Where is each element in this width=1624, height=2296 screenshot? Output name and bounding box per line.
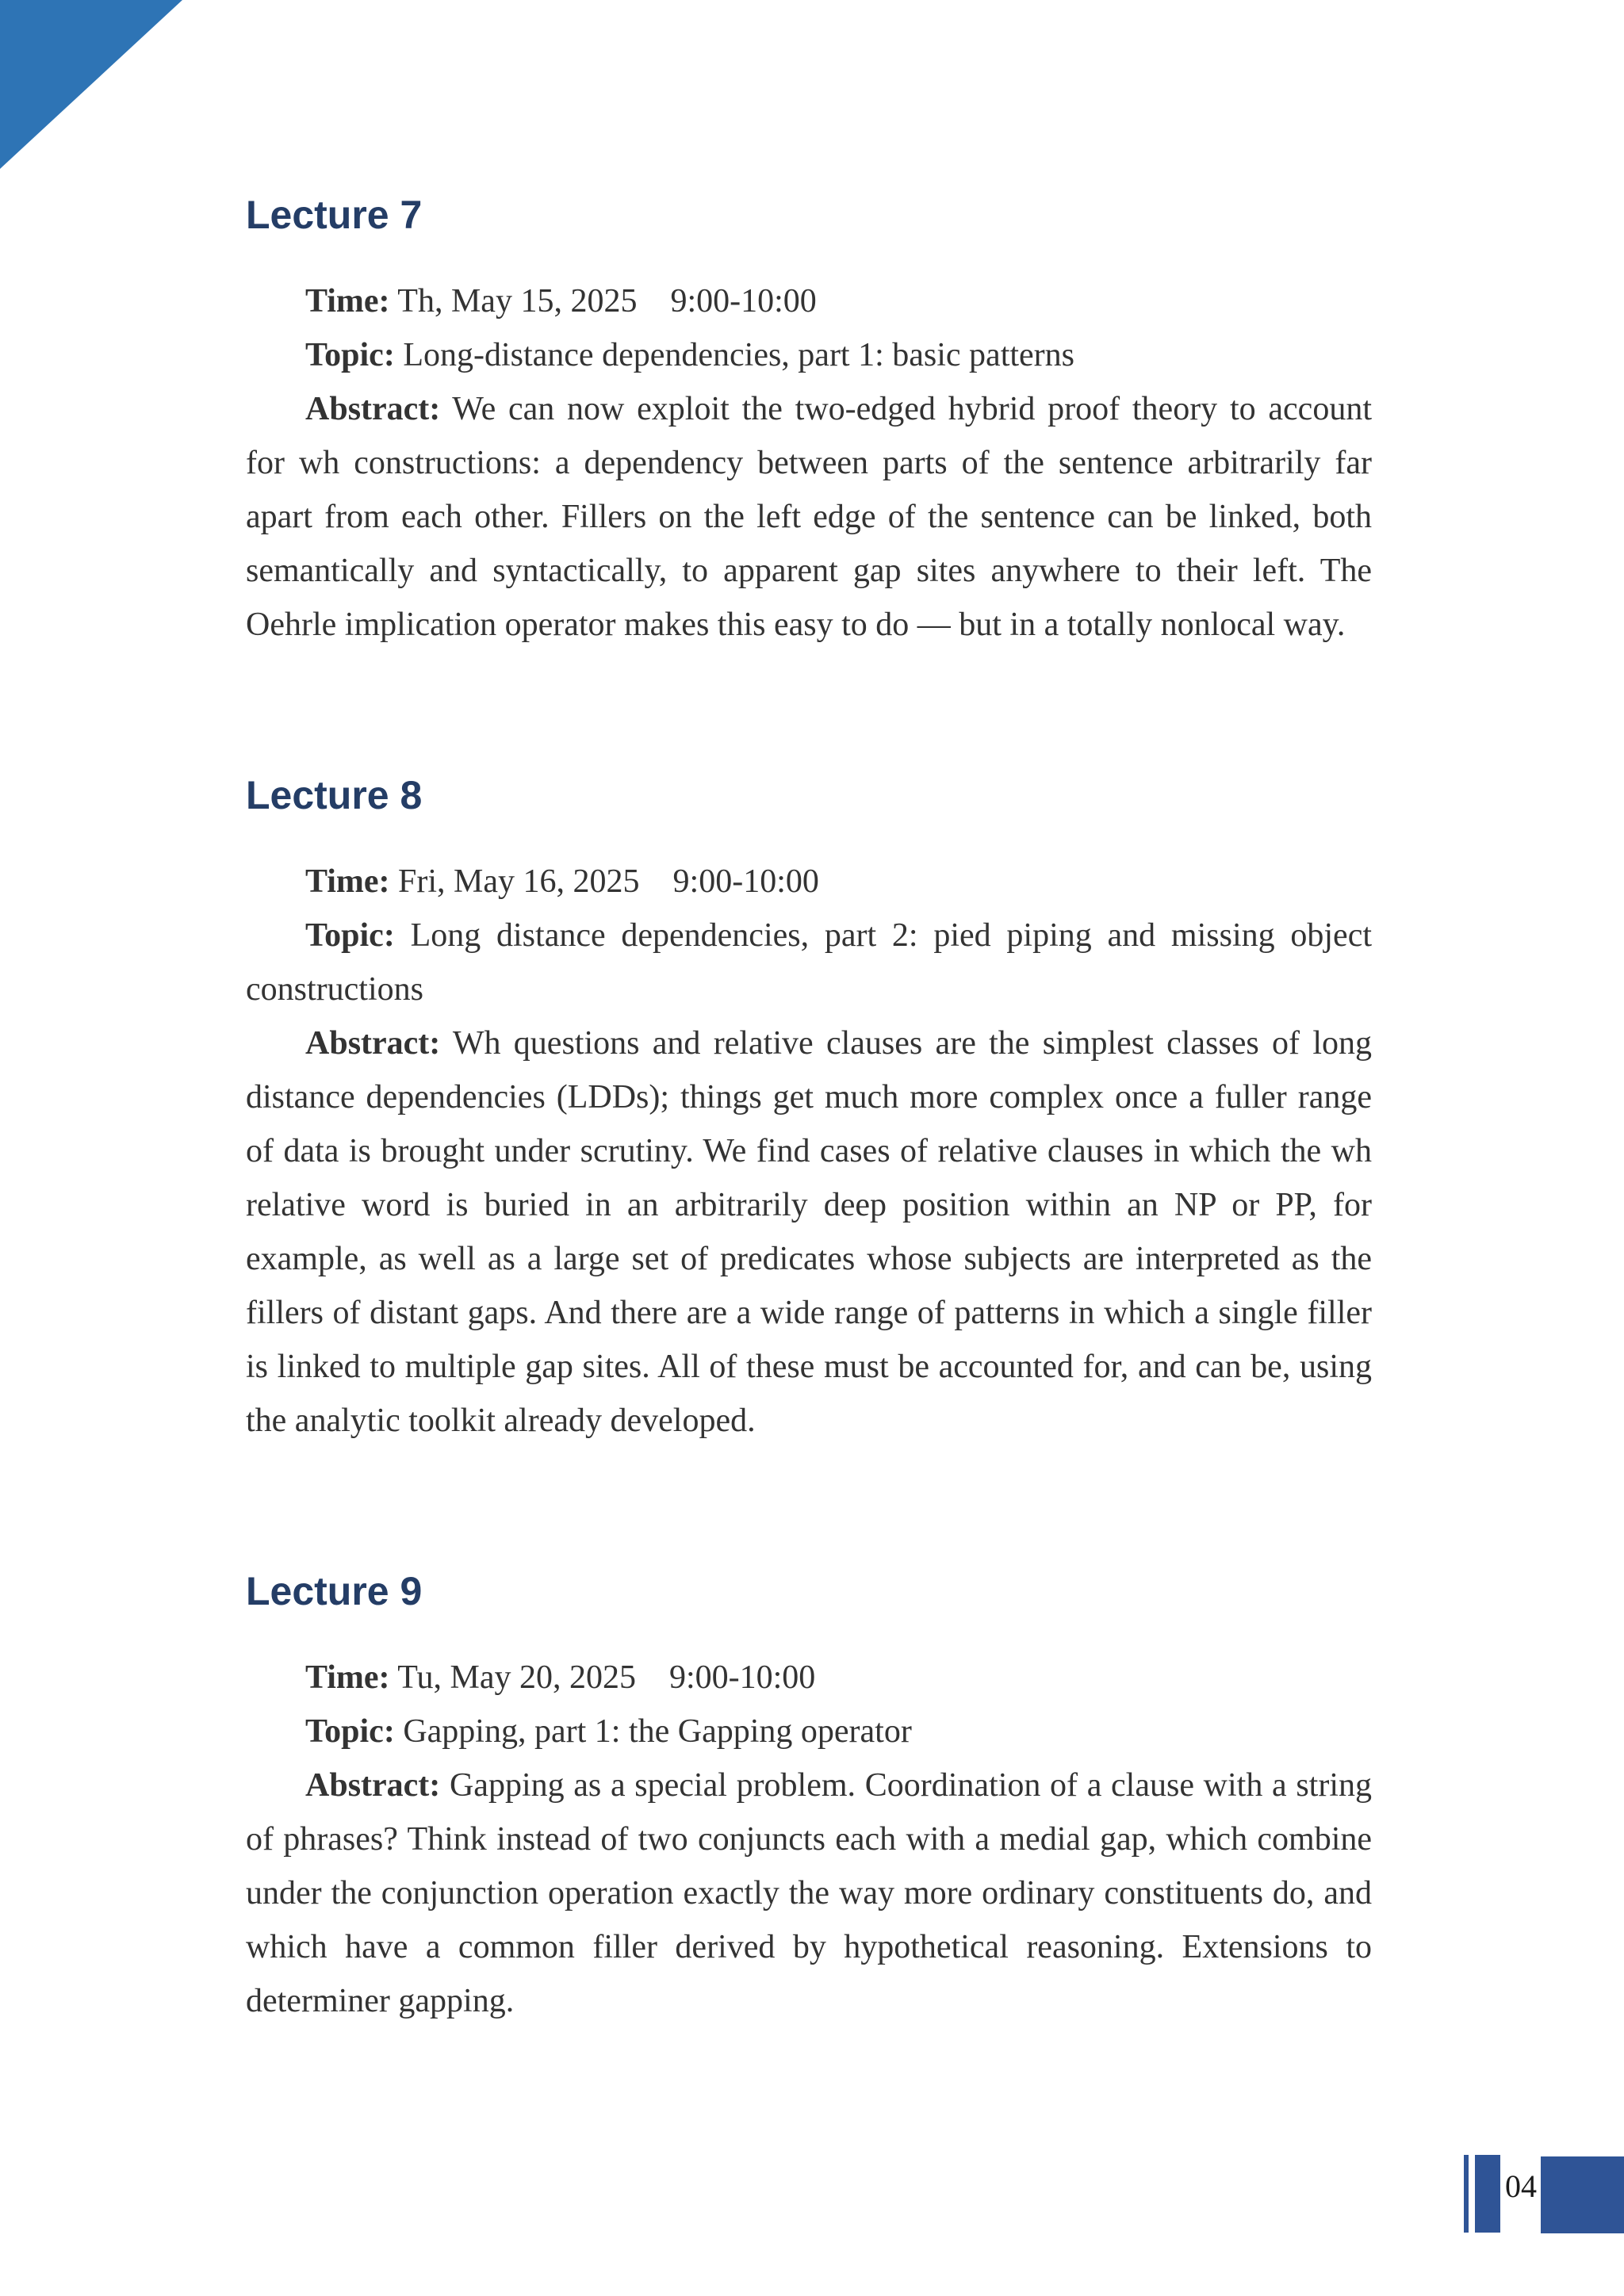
time-hours: 9:00-10:00 xyxy=(668,1659,816,1696)
lecture-title: Lecture 9 xyxy=(246,1569,423,1613)
footer-accent-bar-wide xyxy=(1475,2155,1500,2233)
lecture-topic-line xyxy=(246,328,1372,382)
time-date: Fri, May 16, 2025 xyxy=(398,863,640,900)
time-date: Th, May 15, 2025 xyxy=(397,283,638,320)
lecture-abstract xyxy=(246,1016,1372,1448)
lecture-time-line xyxy=(246,1651,1372,1705)
time-label: Time: xyxy=(305,863,390,900)
lecture-time-line xyxy=(246,855,1372,909)
lecture-abstract xyxy=(246,382,1372,652)
lecture-time-line xyxy=(246,274,1372,328)
abstract-text: We can now exploit the two-edged hybrid proof theory to account for wh constructions: a dependency between parts of the sentence arbitrarily far apart from each other. Fillers on the left edge of the sentence can be linked, both semantically and syntactically, to apparent gap sites anywhere to their left. The Oehrle implication operator makes this easy to do — but in a totally nonlocal way. xyxy=(246,391,1372,643)
abstract-label: Abstract: xyxy=(305,1025,441,1062)
lecture-title: Lecture 7 xyxy=(246,193,423,237)
topic-label: Topic: xyxy=(305,917,395,954)
lecture-section xyxy=(246,772,1372,1448)
topic-label: Topic: xyxy=(305,337,395,373)
time-hours: 9:00-10:00 xyxy=(672,863,819,900)
corner-triangle-decoration xyxy=(0,0,182,169)
footer-accent-bar-thin xyxy=(1464,2155,1469,2233)
topic-text: Gapping, part 1: the Gapping operator xyxy=(403,1713,912,1750)
time-date: Tu, May 20, 2025 xyxy=(397,1659,636,1696)
topic-text: Long distance dependencies, part 2: pied piping and missing object constructions xyxy=(246,917,1372,1008)
lecture-abstract xyxy=(246,1758,1372,2028)
abstract-text: Gapping as a special problem. Coordination of a clause with a string of phrases? Think instead of two conjuncts each with a medial gap, which combine under the conjunction operation exactly the way more ordinary constituents do, and which have a common filler derived by hypothetical reasoning. Extensions to determiner gapping. xyxy=(246,1767,1372,2019)
time-label: Time: xyxy=(305,283,390,320)
time-label: Time: xyxy=(305,1659,390,1696)
abstract-text: Wh questions and relative clauses are the simplest classes of long distance dependencies (LDDs); things get much more complex once a fuller range of data is brought under scrutiny. We find cases of relative clauses in which the wh relative word is buried in an arbitrarily deep position within an NP or PP, for example, as well as a large set of predicates whose subjects are interpreted as the fillers of distant gaps. And there are a wide range of patterns in which a single filler is linked to multiple gap sites. All of these must be accounted for, and can be, using the analytic toolkit already developed. xyxy=(246,1025,1372,1439)
lecture-topic-line xyxy=(246,1705,1372,1758)
lecture-list xyxy=(246,192,1372,2028)
lecture-topic-line xyxy=(246,909,1372,1016)
lecture-section xyxy=(246,1568,1372,2028)
abstract-label: Abstract: xyxy=(305,1767,441,1804)
footer-accent-block xyxy=(1541,2156,1624,2233)
time-hours: 9:00-10:00 xyxy=(670,283,817,320)
lecture-title: Lecture 8 xyxy=(246,773,423,817)
topic-text: Long-distance dependencies, part 1: basic patterns xyxy=(403,337,1075,373)
page-number: 04 xyxy=(1505,2168,1537,2204)
abstract-label: Abstract: xyxy=(305,391,441,427)
topic-label: Topic: xyxy=(305,1713,395,1750)
lecture-section xyxy=(246,192,1372,652)
